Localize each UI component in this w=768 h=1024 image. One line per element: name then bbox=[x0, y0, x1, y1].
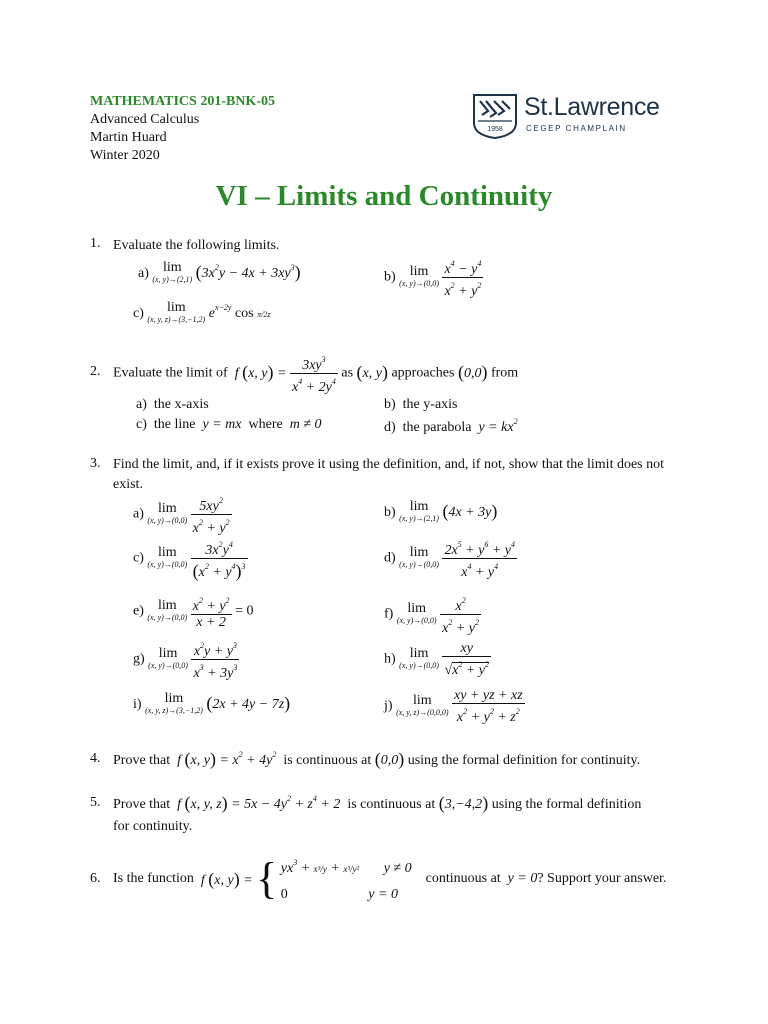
label: a) bbox=[138, 266, 149, 282]
problem-3f: f) lim (x, y)→(0,0) $\frac{x^2}{x^2 + y^2}$ bbox=[384, 593, 481, 636]
shield-icon bbox=[472, 93, 518, 139]
question-number: 1. bbox=[90, 236, 101, 251]
problem-3a: a) lim (x, y)→(0,0) $\frac{5xy^2}{x^2 + y^2}$ bbox=[133, 493, 232, 536]
problem-3i: i) lim (x, y, z)→(3,−1,2) (2x + 4y − 7z) bbox=[133, 691, 291, 715]
problem-2a: a) the x-axis bbox=[136, 397, 209, 412]
problem-2c: c) the line y = mx where m ≠ 0 bbox=[136, 417, 322, 432]
problem-3e: e) lim (x, y)→(0,0) $\frac{x^2 + y^2}{x + 2}$ = 0 bbox=[133, 593, 253, 630]
problem-3j: j) lim (x, y, z)→(0,0,0) $\frac{xy + yz + xz}{x^2 + y^2 + z^2}$ bbox=[384, 688, 523, 725]
question-number: 4. bbox=[90, 751, 101, 766]
question-text: Find the limit, and, if it exists prove it using the definition, and, if not, show that the limit does not exist. bbox=[113, 457, 665, 492]
problem-3g: g) lim (x, y)→(0,0) $\frac{x^2y + y^3}{x^3 + 3y^3}$ bbox=[133, 638, 239, 681]
logo-wordmark: St.Lawrence bbox=[524, 93, 660, 121]
problem-3d: d) lim (x, y)→(0,0) $\frac{2x^5 + y^6 + y^4}{x^4 + y^4}$ bbox=[384, 537, 517, 580]
problem-2d: d) the parabola $y = kx^2$ bbox=[384, 417, 518, 435]
question-text: Prove that f (x, y, $z) = 5x - 4y^2 + z^4 + 2$ is continuous at (3,−4,2) using the formal definition bbox=[113, 793, 642, 813]
question-number: 2. bbox=[90, 364, 101, 379]
question-number: 6. bbox=[90, 871, 101, 886]
problem-3b: b) lim (x, y)→(2,1) (4x + 3y) bbox=[384, 499, 498, 523]
page-title: VI – Limits and Continuity bbox=[215, 180, 553, 212]
question-text-continued: for continuity. bbox=[113, 819, 193, 834]
course-name: Advanced Calculus bbox=[90, 112, 200, 127]
instructor-name: Martin Huard bbox=[90, 130, 167, 145]
course-code: MATHEMATICS 201-BNK-05 bbox=[90, 94, 275, 109]
college-logo bbox=[472, 93, 672, 141]
label: c) bbox=[133, 306, 144, 322]
svg-text:1958: 1958 bbox=[487, 126, 503, 133]
problem-1c: c) lim (x, y, z)→(3,−1,2) $e^{x-2y}$ cos π/2z bbox=[133, 300, 271, 324]
problem-3h: h) lim (x, y)→(0,0) $\frac{xy}{√x^2 + y^2}$ bbox=[384, 641, 490, 678]
problem-1a: a) lim (x, y)→(2,1) $(3x^2y - 4x + 3xy^3)$ bbox=[138, 260, 301, 284]
question-number: 5. bbox=[90, 795, 101, 810]
problem-1b: b) lim (x, y)→(0,0) $\frac{x^4 - y^4}{x^2 + y^2}$ bbox=[384, 256, 483, 299]
question-text: Is the function f (x, y) = { $yx^3 + x^3/y + x^3/y^2$ y ≠ 0 0 y = 0 continuous at y = 0? Support your answer. bbox=[113, 854, 667, 903]
problem-3c: c) lim (x, y)→(0,0) $\frac{3x^2y^4}{(x^2 + y^4)^3}$ bbox=[133, 537, 248, 580]
question-text: Evaluate the following limits. bbox=[113, 238, 280, 253]
question-text: Evaluate the limit of f (x, y) = $\frac{3xy^3}{x^4 + 2y^4}$ as (x, y) approaches (0,0) from bbox=[113, 352, 518, 395]
label: b) bbox=[384, 269, 396, 285]
problem-2b: b) the y-axis bbox=[384, 397, 458, 412]
logo-subtitle: CEGEP CHAMPLAIN bbox=[526, 124, 627, 133]
question-text: Prove that f (x, $y) = x^2 + 4y^2$ is continuous at (0,0) using the formal definition for continuity. bbox=[113, 749, 641, 769]
question-number: 3. bbox=[90, 456, 101, 471]
term: Winter 2020 bbox=[90, 148, 160, 163]
